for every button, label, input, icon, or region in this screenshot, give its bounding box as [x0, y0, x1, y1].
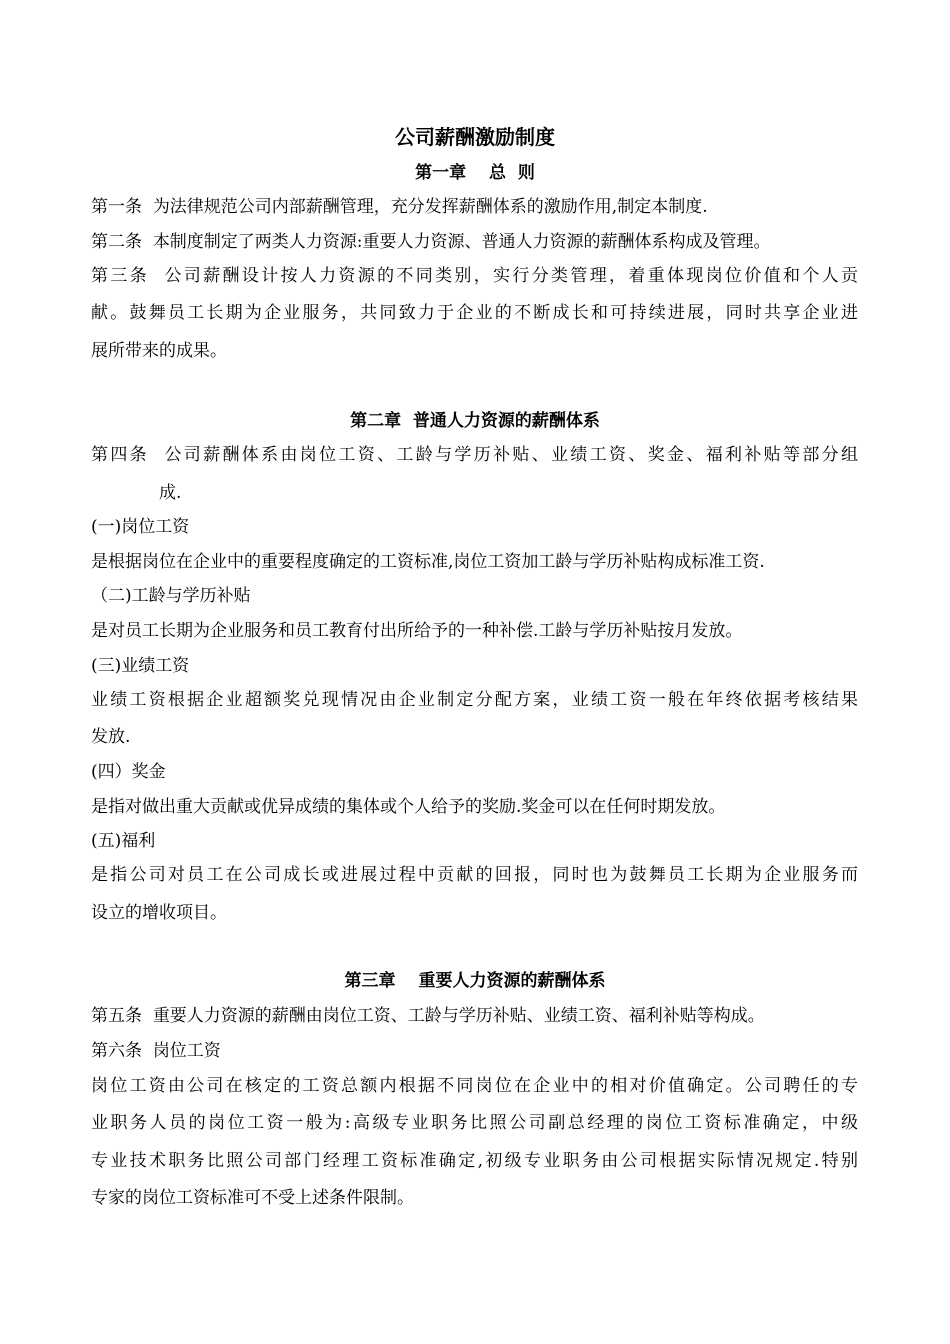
article-6-heading [91, 1040, 221, 1062]
chapter-3-heading: 第三章 重要人力资源的薪酬体系 [344, 971, 606, 991]
article-3-label: 第三条 [91, 266, 149, 286]
section-1-heading: (一)岗位工资 [91, 517, 190, 537]
article-4-label: 第四条 [91, 445, 149, 465]
article-5 [91, 1005, 765, 1027]
section-5-line-1: 是指公司对员工在公司成长或进展过程中贡献的回报，同时也为鼓舞员工长期为企业服务而 [91, 865, 858, 885]
article-3-text: 公司薪酬设计按人力资源的不同类别，实行分类管理，着重体现岗位价值和个人贡 [164, 266, 859, 286]
article-5-label: 第五条 [91, 1006, 142, 1026]
article-4-line-2: 成. [159, 483, 182, 503]
chapter-2-heading: 第二章 普通人力资源的薪酬体系 [350, 411, 600, 431]
article-1-label: 第一条 [91, 197, 142, 217]
article-6-title: 岗位工资 [152, 1041, 221, 1061]
section-2-text: 是对员工长期为企业服务和员工教育付出所给予的一种补偿.工龄与学历补贴按月发放。 [91, 621, 743, 641]
article-1-text: 为法律规范公司内部薪酬管理，充分发挥薪酬体系的激励作用,制定本制度. [152, 197, 708, 217]
article-4-line-1 [91, 444, 858, 466]
section-5-line-2: 设立的增收项目。 [91, 903, 227, 923]
article-3-line-2: 献。鼓舞员工长期为企业服务，共同致力于企业的不断成长和可持续进展，同时共享企业进 [91, 303, 858, 323]
section-3-line-1: 业绩工资根据企业超额奖兑现情况由企业制定分配方案，业绩工资一般在年终依据考核结果 [91, 690, 858, 710]
article-6-line-2: 业职务人员的岗位工资一般为:高级专业职务比照公司副总经理的岗位工资标准确定，中级 [91, 1113, 858, 1133]
article-6-line-3: 专业技术职务比照公司部门经理工资标准确定,初级专业职务由公司根据实际情况规定.特别 [91, 1151, 858, 1171]
article-2-label: 第二条 [91, 232, 142, 252]
article-2 [91, 231, 771, 253]
article-3-line-1 [91, 265, 858, 287]
article-3-line-3: 展所带来的成果。 [91, 341, 227, 361]
document-title: 公司薪酬激励制度 [395, 125, 555, 149]
article-5-text: 重要人力资源的薪酬由岗位工资、工龄与学历补贴、业绩工资、福利补贴等构成。 [152, 1006, 765, 1026]
article-4-text: 公司薪酬体系由岗位工资、工龄与学历补贴、业绩工资、奖金、福利补贴等部分组 [164, 445, 859, 465]
section-3-heading: (三)业绩工资 [91, 656, 190, 676]
section-2-heading: （二)工龄与学历补贴 [91, 586, 251, 606]
section-4-text: 是指对做出重大贡献或优异成绩的集体或个人给予的奖励.奖金可以在任何时期发放。 [91, 797, 726, 817]
section-3-line-2: 发放. [91, 727, 131, 747]
section-5-heading: (五)福利 [91, 831, 156, 851]
section-4-heading: (四）奖金 [91, 762, 166, 782]
article-6-line-1: 岗位工资由公司在核定的工资总额内根据不同岗位在企业中的相对价值确定。公司聘任的专 [91, 1076, 858, 1096]
article-6-label: 第六条 [91, 1041, 142, 1061]
article-6-line-4: 专家的岗位工资标准可不受上述条件限制。 [91, 1188, 414, 1208]
section-1-text: 是根据岗位在企业中的重要程度确定的工资标准,岗位工资加工龄与学历补贴构成标准工资. [91, 552, 765, 572]
article-2-text: 本制度制定了两类人力资源:重要人力资源、普通人力资源的薪酬体系构成及管理。 [152, 232, 771, 252]
chapter-1-heading: 第一章 总 则 [415, 163, 535, 183]
article-1 [91, 196, 708, 218]
